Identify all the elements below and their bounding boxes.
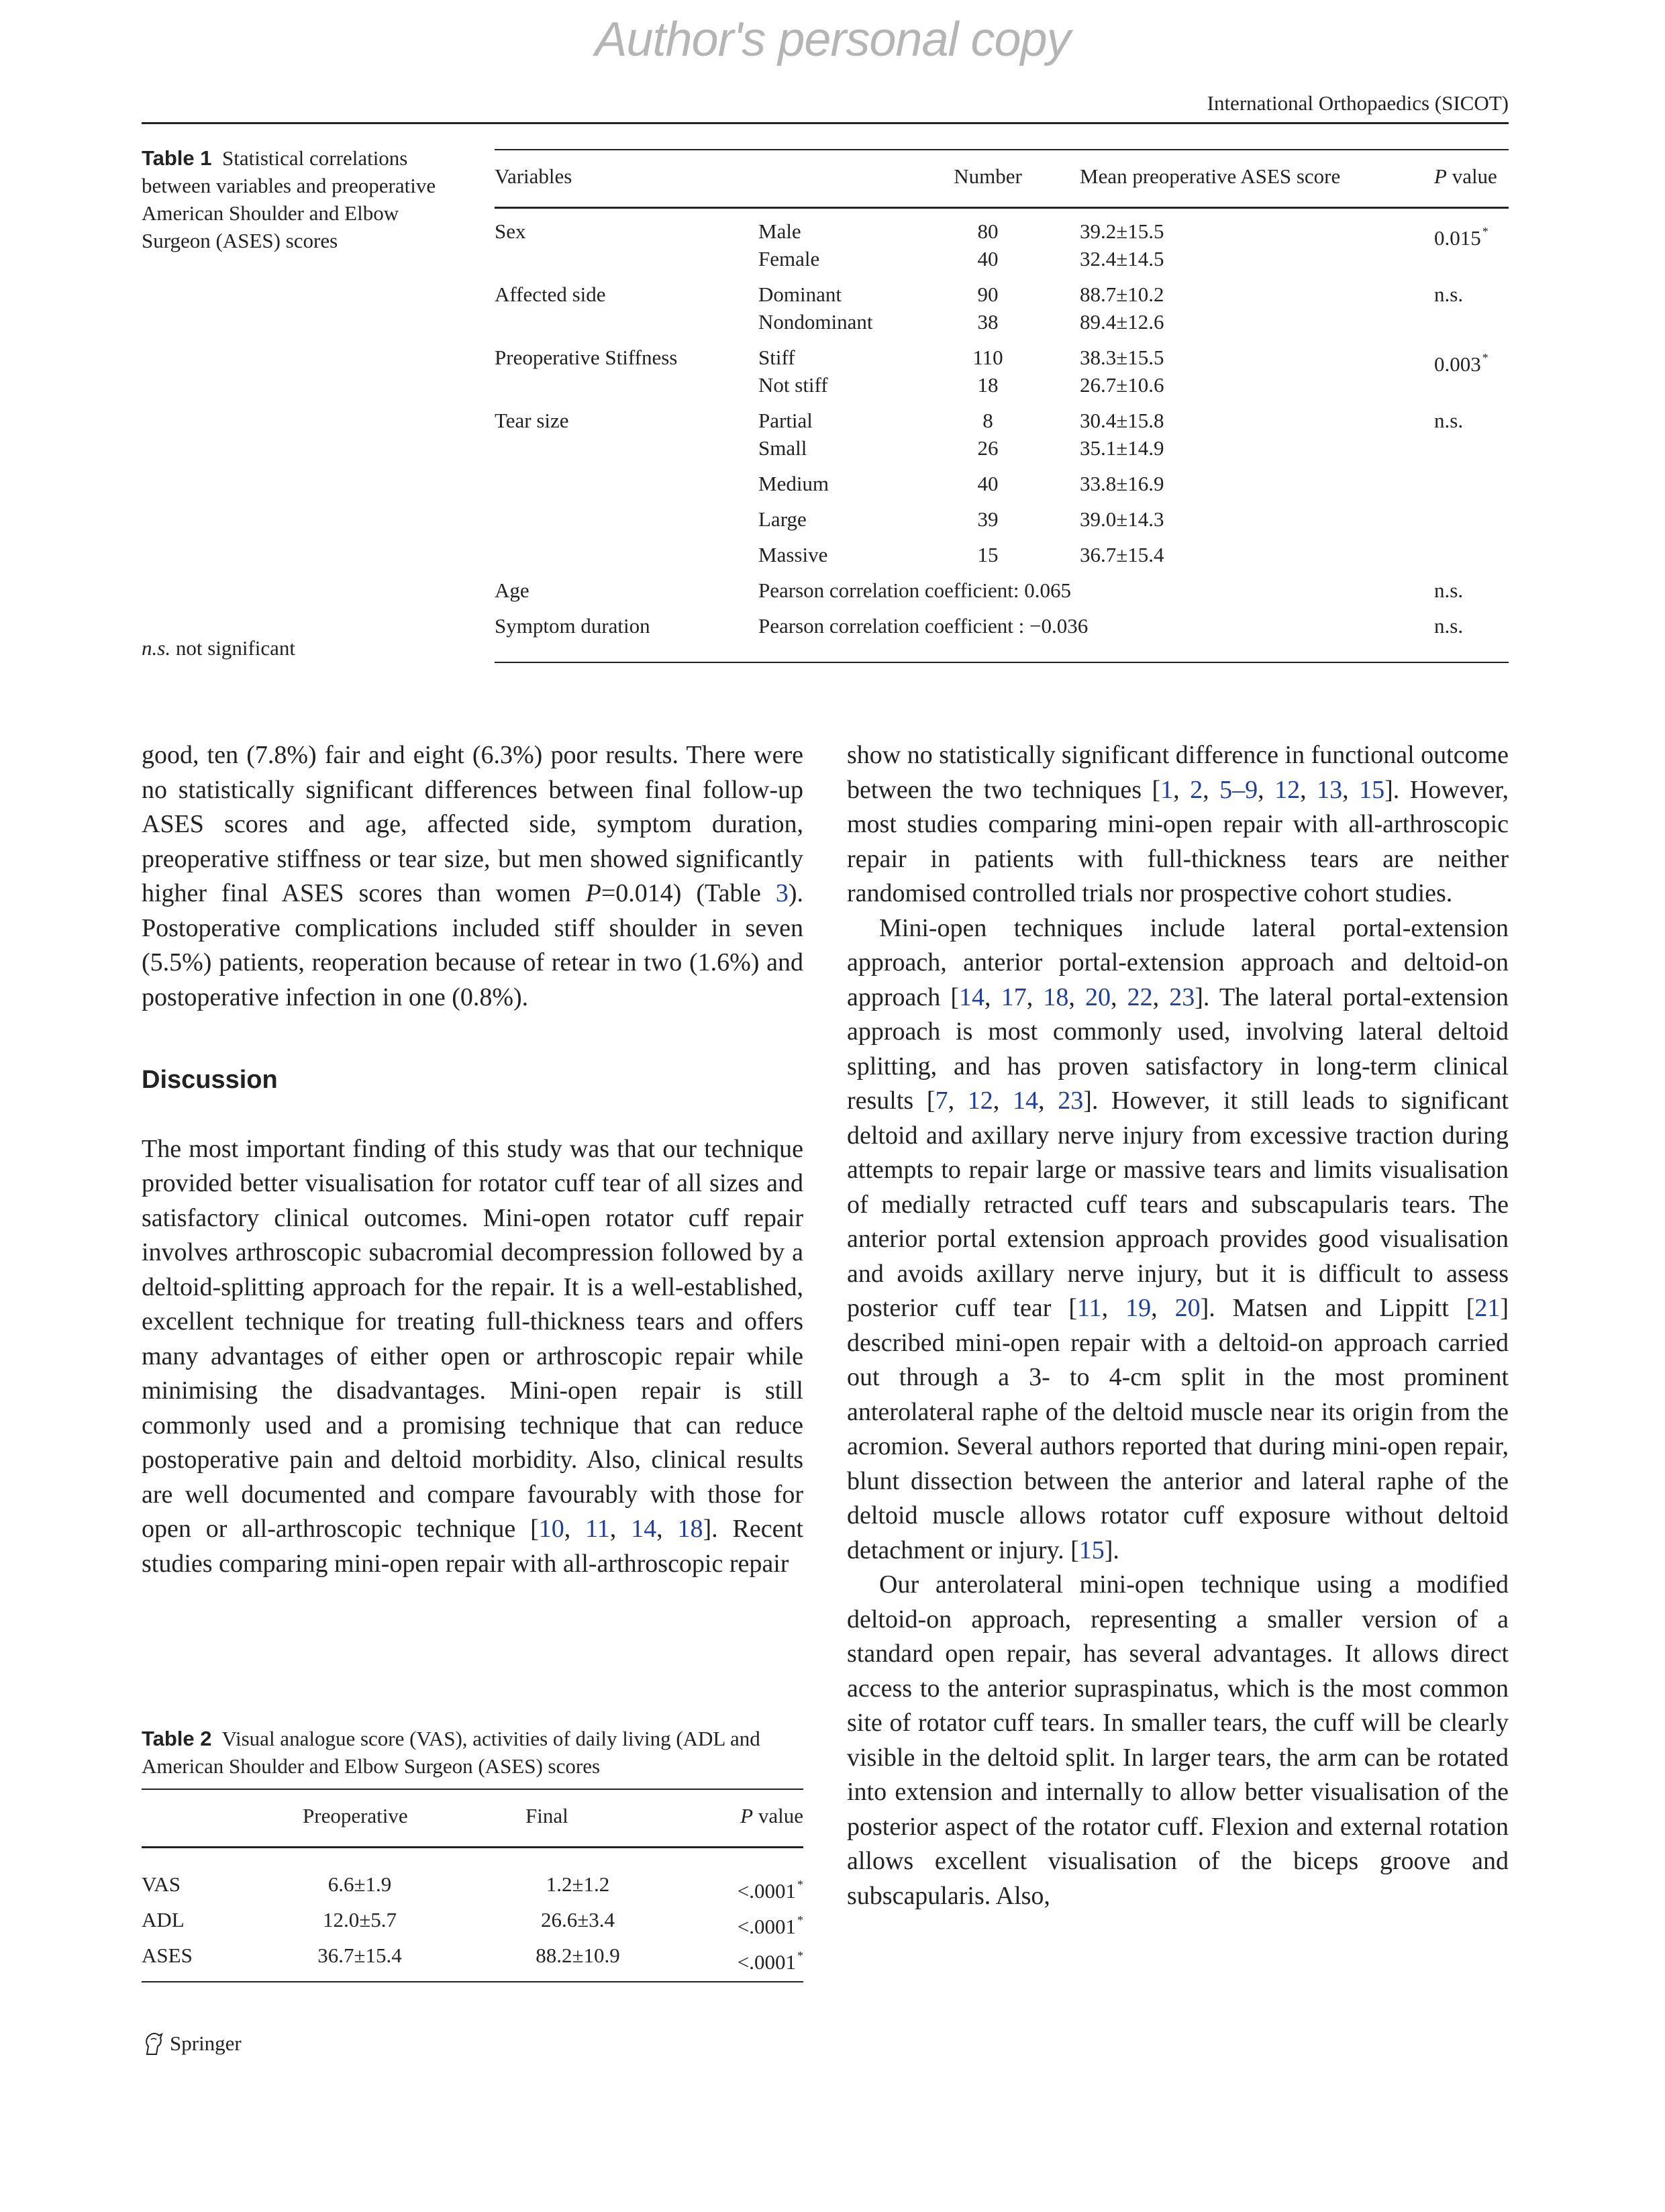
table1-score: 26.7±10.6 <box>1080 373 1164 397</box>
text-run: , <box>1110 983 1127 1011</box>
table1-variable: Preoperative Stiffness <box>495 346 678 369</box>
table1-subgroup: Male <box>758 219 801 243</box>
text-run: , <box>1151 1294 1175 1322</box>
text-run: Our anterolateral mini-open technique using a modified deltoid-on approach, representing a smaller version of a standard open repair, has several advantages. It allows direct access to the anterior supraspinatus, which is the most common site of rotator cuff tears. In smaller tears, the cuff will be clearly visible in the deltoid split. In larger tears, the arm can be rotated into extension and internally to allow better visualisation of the posterior aspect of the rotator cuff. Flexion and external rotation allows excellent visualisation of the biceps groove and subscapularis. Also, <box>847 1570 1509 1910</box>
table1-number: 110 <box>972 346 1003 369</box>
table2-pvalue-text: <.0001 <box>737 1879 796 1903</box>
table1-subgroup: Nondominant <box>758 310 873 334</box>
watermark: Author's personal copy <box>595 13 1070 66</box>
right-paragraph-1 <box>847 738 1509 911</box>
table2-final: 26.6±3.4 <box>540 1908 615 1931</box>
text-run: ] described mini-open repair with a deltoid-on approach carried out through a 3- to 4-cm split in the most prominent anterolateral raphe of the deltoid muscle near its origin from the acromion. Several authors reported that during mini-open repair, blunt dissection between the anterior and lateral raphe of the deltoid muscle allows rotator cuff exposure without deltoid detachment or injury. [ <box>847 1294 1509 1564</box>
table2-row-name: ADL <box>142 1908 185 1931</box>
table1-variable: Sex <box>495 219 526 243</box>
left-column <box>142 738 803 1581</box>
significance-marker: * <box>1482 351 1489 364</box>
table2-header-rule <box>142 1846 803 1848</box>
text-run: show no statistically significant difference in functional outcome between the two techniques [ <box>847 741 1509 804</box>
table2-caption-text: Visual analogue score (VAS), activities of daily living (ADL and American Shoulder and Elbow Surgeon (ASES) scores <box>142 1727 760 1778</box>
table1-score: 32.4±14.5 <box>1080 247 1164 270</box>
text-run: , <box>609 1515 632 1543</box>
table1-header-pvalue: P value <box>1434 164 1497 188</box>
table2-pvalue <box>738 1909 803 1938</box>
table1-subgroup: Stiff <box>758 346 795 369</box>
table1-label: Table 1 <box>142 146 212 170</box>
table1-pearson-text: Pearson correlation coefficient: 0.065 <box>758 579 1071 602</box>
table2-preoperative: 6.6±1.9 <box>327 1872 392 1896</box>
table2-bottom-rule <box>142 1981 803 1982</box>
table1-subgroup: Dominant <box>758 283 842 306</box>
text-run: , <box>564 1515 586 1543</box>
citation-link[interactable]: 2 <box>1190 775 1203 804</box>
citation-link[interactable]: 15 <box>1078 1536 1105 1564</box>
citation-link[interactable]: 12 <box>967 1087 993 1115</box>
table1-subgroup: Female <box>758 247 820 270</box>
table1-number: 39 <box>977 507 999 531</box>
citation-link[interactable]: 18 <box>677 1515 703 1543</box>
table2-pvalue-text: <.0001 <box>737 1950 796 1974</box>
table1-pvalue-text: 0.003 <box>1434 352 1481 376</box>
table1-score: 35.1±14.9 <box>1080 436 1164 460</box>
table2-final: 1.2±1.2 <box>546 1872 610 1896</box>
publisher-logo <box>142 2030 242 2057</box>
table2-header-preoperative: Preoperative <box>303 1804 408 1827</box>
left-paragraph-2 <box>142 1132 803 1582</box>
table1-subgroup: Partial <box>758 409 813 432</box>
text-run: , <box>1173 775 1191 804</box>
table1-score: 30.4±15.8 <box>1080 409 1164 432</box>
citation-link[interactable]: 11 <box>1077 1294 1102 1322</box>
table1-pvalue <box>1434 346 1489 376</box>
text-run: Mini-open techniques include lateral portal-extension approach, anterior portal-extension approach and deltoid-on approach [ <box>847 913 1509 1011</box>
table2-pvalue <box>738 1873 803 1903</box>
table1-note-abbr: n.s. <box>142 636 171 660</box>
table2-final: 88.2±10.9 <box>536 1944 620 1967</box>
citation-link[interactable]: 20 <box>1174 1294 1201 1322</box>
text-run: , <box>1152 983 1170 1011</box>
text-run: , <box>1342 775 1360 804</box>
table1-pvalue: n.s. <box>1434 579 1464 602</box>
citation-link[interactable]: 23 <box>1058 1087 1084 1115</box>
table1-pvalue-text: 0.015 <box>1434 226 1481 250</box>
table1-header-score: Mean preoperative ASES score <box>1080 164 1341 188</box>
citation-link[interactable]: 7 <box>935 1087 948 1115</box>
text-run: =0.014) (Table <box>601 879 776 907</box>
citation-link[interactable]: 3 <box>775 879 789 907</box>
text-run: , <box>948 1087 968 1115</box>
text-run: , <box>985 983 1001 1011</box>
text-run: ]. However, it still leads to significant deltoid and axillary nerve injury from excessive traction during attempts to repair large or massive tears and limits visualisation of medially retracted cuff tears and subscapularis tears. The anterior portal extension approach provides good visualisation and avoids axillary nerve injury, but it is difficult to assess posterior cuff tear [ <box>847 1087 1509 1322</box>
table1-subgroup: Medium <box>758 472 829 495</box>
table2-header-pvalue: P value <box>740 1804 803 1827</box>
text-run: , <box>1203 775 1220 804</box>
table1-note <box>142 636 295 660</box>
header-rule <box>142 122 1509 124</box>
significance-marker: * <box>797 1878 803 1891</box>
table1-variable: Tear size <box>495 409 569 432</box>
citation-link[interactable]: 15 <box>1359 775 1385 804</box>
springer-horse-icon <box>142 2030 164 2057</box>
table2-header-final: Final <box>525 1804 568 1827</box>
text-run: ]. The lateral portal-extension approach is most commonly used, involving lateral deltoid splitting, and has proven satisfactory in long-term clinical results [ <box>847 983 1509 1115</box>
citation-link[interactable]: 18 <box>1043 983 1069 1011</box>
citation-link[interactable]: 19 <box>1125 1294 1152 1322</box>
table1-number: 26 <box>977 436 999 460</box>
table1-score: 39.0±14.3 <box>1080 507 1164 531</box>
table1-subgroup: Small <box>758 436 807 460</box>
citation-link[interactable]: 11 <box>585 1515 610 1543</box>
citation-link[interactable]: 10 <box>538 1515 564 1543</box>
table1-number: 15 <box>977 543 999 566</box>
table1-pvalue: n.s. <box>1434 614 1464 638</box>
text-run: , <box>1101 1294 1126 1322</box>
table2-row-name: ASES <box>142 1944 193 1967</box>
citation-link[interactable]: 21 <box>1474 1294 1501 1322</box>
text-run: ]. Matsen and Lippitt [ <box>1200 1294 1475 1322</box>
table1-score: 33.8±16.9 <box>1080 472 1164 495</box>
citation-link[interactable]: 14 <box>631 1515 657 1543</box>
table1-subgroup: Large <box>758 507 807 531</box>
table1-number: 40 <box>977 472 999 495</box>
citation-link[interactable]: 12 <box>1274 775 1301 804</box>
table2-caption <box>142 1725 803 1780</box>
table1-pvalue-text: n.s. <box>1434 409 1464 432</box>
table1-bottom-rule <box>495 662 1509 663</box>
right-column <box>847 738 1509 1913</box>
significance-marker: * <box>1482 225 1489 238</box>
text-run: , <box>1026 983 1044 1011</box>
table2-preoperative: 12.0±5.7 <box>322 1908 397 1931</box>
right-paragraph-2 <box>847 911 1509 1568</box>
table1-number: 80 <box>977 219 999 243</box>
discussion-heading: Discussion <box>142 1066 278 1094</box>
text-run: ). Postoperative complications included stiff shoulder in seven (5.5%) patients, reoperation because of retear in two (1.6%) and postoperative infection in one (0.8%). <box>142 879 803 1011</box>
table2-label: Table 2 <box>142 1727 212 1750</box>
text-run: , <box>1038 1087 1058 1115</box>
text-run: good, ten (7.8%) fair and eight (6.3%) poor results. There were no statistically significant differences between final follow-up ASES scores and age, affected side, symptom duration, preoperative stiffness or tear size, but men showed significantly higher final ASES scores than women <box>142 741 803 907</box>
table1-score: 39.2±15.5 <box>1080 219 1164 243</box>
table1-number: 40 <box>977 247 999 270</box>
significance-marker: * <box>797 1949 803 1962</box>
text-run: ]. <box>1104 1536 1119 1564</box>
significance-marker: * <box>797 1913 803 1927</box>
table2-pvalue-text: <.0001 <box>737 1915 796 1938</box>
table1-header-variables: Variables <box>495 164 572 188</box>
publisher-name: Springer <box>170 2031 242 2055</box>
citation-link[interactable]: 17 <box>1001 983 1027 1011</box>
text-run: ]. However, most studies comparing mini-open repair with all-arthroscopic repair in patients with full-thickness tears are neither randomised controlled trials nor prospective cohort studies. <box>847 775 1509 907</box>
text-run: ]. Recent studies comparing mini-open repair with all-arthroscopic repair <box>142 1515 804 1578</box>
right-paragraph-3 <box>847 1568 1509 1913</box>
text-run: , <box>1300 775 1317 804</box>
table1-subgroup: Not stiff <box>758 373 828 397</box>
citation-link[interactable]: 1 <box>1160 775 1174 804</box>
table2-top-rule <box>142 1789 803 1790</box>
table1-pvalue <box>1434 220 1489 250</box>
table1-header-number: Number <box>954 164 1022 188</box>
table1-top-rule <box>495 149 1509 150</box>
table1-score: 38.3±15.5 <box>1080 346 1164 369</box>
table1-score: 36.7±15.4 <box>1080 543 1164 566</box>
table1-variable: Affected side <box>495 283 606 306</box>
table1-header-rule <box>495 207 1509 209</box>
citation-link[interactable]: 14 <box>1012 1087 1038 1115</box>
citation-link[interactable]: 5–9 <box>1219 775 1258 804</box>
citation-link[interactable]: 13 <box>1317 775 1343 804</box>
table1-score: 88.7±10.2 <box>1080 283 1164 306</box>
table1-pvalue <box>1434 283 1463 306</box>
table1-note-text: not significant <box>170 636 296 660</box>
table1-number: 90 <box>977 283 999 306</box>
table1-caption <box>142 144 457 254</box>
table2-row-name: VAS <box>142 1872 181 1896</box>
italic-symbol: P <box>585 879 601 907</box>
citation-link[interactable]: 22 <box>1127 983 1153 1011</box>
table1-pvalue <box>1434 409 1463 432</box>
table2-pvalue <box>738 1944 803 1974</box>
table1-variable: Symptom duration <box>495 614 650 638</box>
citation-link[interactable]: 14 <box>959 983 985 1011</box>
journal-header: International Orthopaedics (SICOT) <box>1207 91 1509 115</box>
text-run: , <box>1258 775 1275 804</box>
table1-number: 38 <box>977 310 999 334</box>
citation-link[interactable]: 23 <box>1169 983 1195 1011</box>
citation-link[interactable]: 20 <box>1084 983 1111 1011</box>
text-run: , <box>1068 983 1085 1011</box>
table1-caption-text: Statistical correlations between variables and preoperative American Shoulder and Elbow Surgeon (ASES) scores <box>142 146 436 252</box>
table1-pearson-text: Pearson correlation coefficient : −0.036 <box>758 614 1089 638</box>
text-run: The most important finding of this study was that our technique provided better visualisation for rotator cuff tear of all sizes and satisfactory clinical outcomes. Mini-open rotator cuff repair involves arthroscopic subacromial decompression followed by a deltoid-splitting approach for the repair. It is a well-established, excellent technique for treating full-thickness tears and offers many advantages of either open or arthroscopic repair while minimising the disadvantages. Mini-open repair is still commonly used and a promising technique that can reduce postoperative pain and deltoid morbidity. Also, clinical results are well documented and compare favourably with those for open or all-arthroscopic technique [ <box>142 1134 803 1543</box>
table1-pvalue-text: n.s. <box>1434 283 1464 306</box>
table1-subgroup: Massive <box>758 543 828 566</box>
table1-number: 8 <box>982 409 993 432</box>
left-paragraph-1 <box>142 738 803 1015</box>
table1-score: 89.4±12.6 <box>1080 310 1164 334</box>
table1-variable: Age <box>495 579 529 602</box>
table2-preoperative: 36.7±15.4 <box>317 1944 402 1967</box>
table1-number: 18 <box>977 373 999 397</box>
text-run: , <box>993 1087 1013 1115</box>
text-run: , <box>656 1515 678 1543</box>
